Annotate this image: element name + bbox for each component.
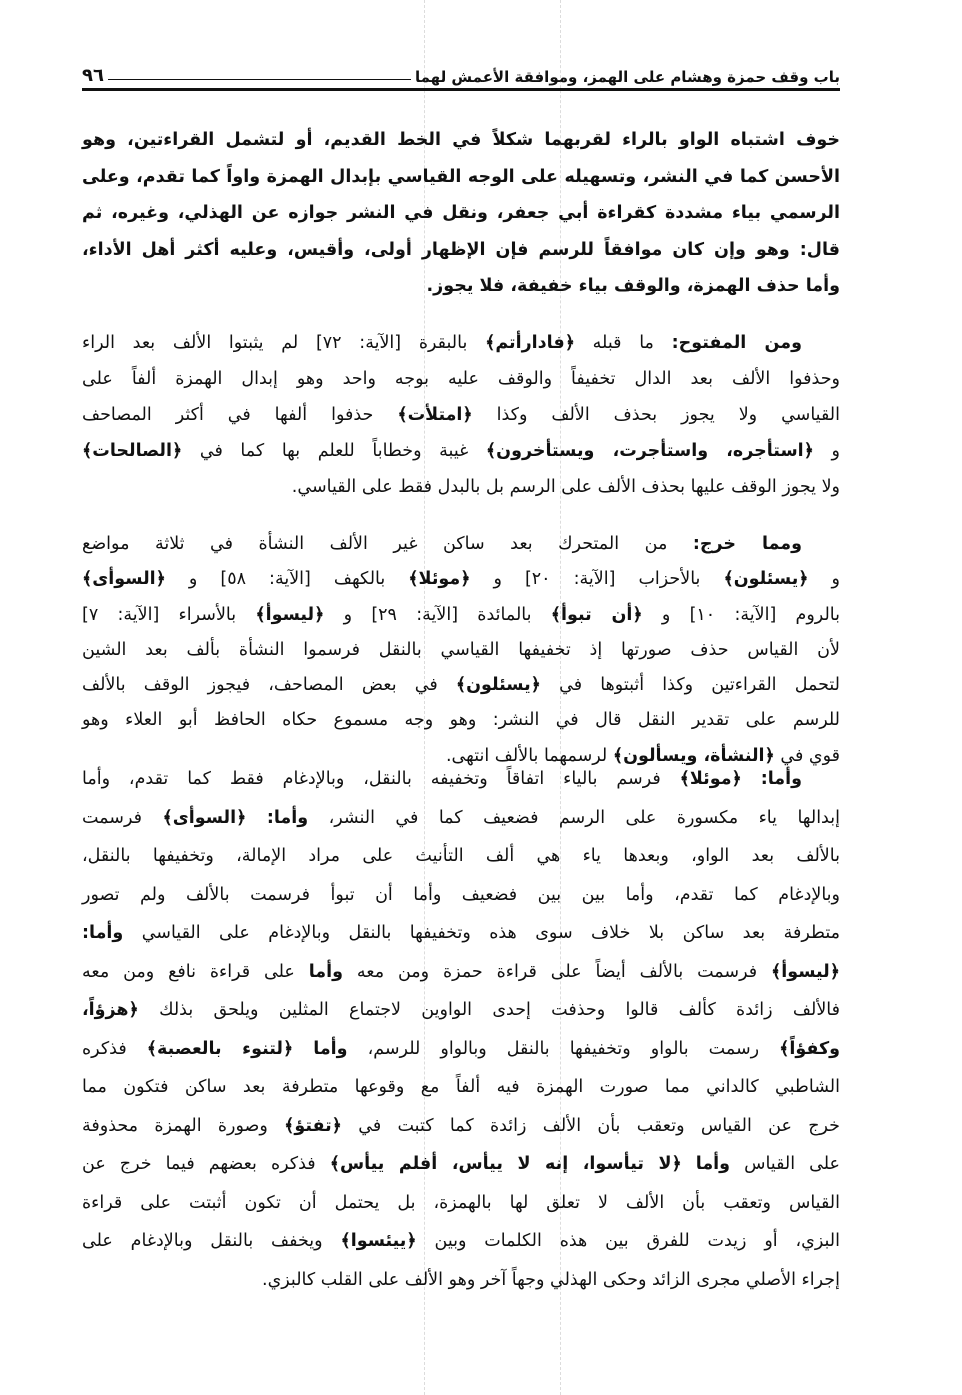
- bold-text-segment: ﴿فادارأتم﴾: [485, 333, 575, 353]
- bold-text-segment: وأما: [308, 961, 344, 982]
- text-segment: في بعض المصاحف، فيجوز الوقف بالألف: [82, 675, 456, 696]
- text-line: [82, 799, 840, 838]
- running-header: [82, 58, 840, 86]
- text-segment: رسمت بالواو وتخفيفها بالنقل وبالواو للرسم،: [347, 1038, 780, 1059]
- text-line: [82, 1107, 840, 1146]
- text-segment: فالألف زائدة كألف قالوا وحذفت إحدى الواوين لاجتماع المثلين ويلحق بذلك: [138, 1000, 840, 1020]
- text-segment: غيبة وخطاباً للعلم بها كما في: [182, 441, 486, 461]
- text-segment: بالأسراء [الآية: ٧]: [82, 604, 256, 625]
- paragraph: [82, 527, 840, 774]
- bold-text-segment: ﴿لتنوء بالعصبة﴾: [146, 1038, 294, 1059]
- bold-text-segment: ﴿تفتؤ﴾: [284, 1115, 342, 1136]
- bold-text-segment: وأما:: [82, 923, 124, 943]
- bold-text-segment: وأما:: [266, 807, 309, 828]
- text-line: [82, 1184, 840, 1223]
- bold-text-segment: قال: وهو وإن كان موافقاً للرسم فإن الإظهار أولى، وأقيس، وعليه أكثر أهل الأداء،: [82, 239, 840, 260]
- running-title: باب وقف حمزة وهشام على الهمز، وموافقة الأعمش لهما: [414, 68, 840, 86]
- bold-text-segment: خوف اشتباه الواو بالراء لقربهما شكلاً في الخط القديم، أو لتشمل القراءتين، وهو: [82, 130, 840, 150]
- paragraph: [82, 325, 840, 505]
- bold-text-segment: وكفؤاً﴾: [779, 1038, 840, 1059]
- text-line: [82, 469, 840, 505]
- text-segment: خرج عن القياس وتعقب بأن الألف زائدة كما كتبت في: [341, 1115, 840, 1136]
- text-segment: إبدالها ياء مكسورة على الرسم فضعيف كما في النشر،: [308, 807, 840, 828]
- text-line: [82, 397, 840, 433]
- bold-text-segment: ﴿ليسوأ﴾: [255, 604, 325, 625]
- text-segment: قوي في: [774, 745, 840, 766]
- bold-text-segment: ﴿هزؤاً،: [82, 1000, 139, 1020]
- text-segment: وبالإدغام كما تقدم، وأما بين بين فضعيف وأما أن تبوأ فرسمت بالألف ولم تصور: [82, 884, 840, 905]
- bold-text-segment: ﴿يسئلون﴾: [455, 675, 541, 696]
- text-segment: على قراءة نافع ومن معه: [82, 961, 309, 982]
- bold-text-segment: ﴿استأجره، واستأجرت، ويستأخرون﴾: [485, 441, 814, 461]
- text-line: [82, 268, 840, 305]
- bold-text-segment: ﴿ليسوأ﴾: [770, 961, 840, 982]
- text-segment: البزي، أو زيدت للفرق بين هذه الكلمات وبين: [416, 1231, 840, 1251]
- text-segment: متطرفة بعد ساكن بلا خلاف سوى هذه وتخفيفها بالنقل وبالإدغام على القياسي: [123, 923, 840, 943]
- bold-text-segment: ﴿السوأى﴾: [162, 807, 247, 828]
- bold-text-segment: ﴿السوأى﴾: [82, 569, 166, 590]
- text-segment: فرسمت: [82, 807, 163, 828]
- text-segment: فذكره بعضهم فيما خرج عن: [82, 1154, 330, 1174]
- text-segment: ولا يجوز الوقف عليها بحذف الألف على الرسم بل بالبدل فقط على القياسي.: [291, 477, 840, 497]
- text-segment: حذفوا ألفها في أكثر المصاحف: [82, 405, 398, 425]
- text-segment: فذكره: [82, 1038, 147, 1059]
- text-segment: و: [813, 441, 840, 461]
- bold-text-segment: الرسمي بياء مشددة كقراءة أبي جعفر، ونقل في النشر جوازه عن الهذلي، وغيره، ثم: [82, 203, 840, 223]
- text-segment: بالأحزاب [الآية: ٢٠] و: [470, 569, 724, 590]
- text-line: [82, 760, 840, 799]
- text-line: [82, 1068, 840, 1107]
- text-line: [82, 562, 840, 597]
- text-line: [82, 633, 840, 668]
- text-line: [82, 837, 840, 876]
- text-line: [82, 598, 840, 633]
- bold-text-segment: ﴿النشأة، ويسألون﴾: [612, 745, 775, 766]
- bold-text-segment: ﴿ييئسوا﴾: [340, 1231, 417, 1251]
- text-line: [82, 1222, 840, 1261]
- text-segment: [682, 1154, 696, 1174]
- text-segment: ما قبله: [574, 333, 672, 353]
- bold-text-segment: ﴿أن تبوأ﴾: [550, 604, 643, 625]
- text-segment: [742, 769, 761, 789]
- text-line: [82, 1261, 840, 1300]
- text-segment: بالكهف [الآية: ٥٨] و: [165, 569, 409, 590]
- paragraph: [82, 760, 840, 1299]
- bold-text-segment: الأحسن كما في النشر، وتسهيله على الوجه القياسي بإبدال الهمزة واواً كما تقدم، وعلى: [82, 166, 840, 187]
- text-segment: ويخفف بالنقل وبالإدغام على: [82, 1231, 341, 1251]
- page-number: ٩٦: [82, 65, 104, 86]
- text-line: [82, 703, 840, 738]
- bold-text-segment: ومن المفتوح:: [671, 333, 802, 353]
- text-line: [82, 325, 840, 361]
- text-line: [82, 1030, 840, 1069]
- text-line: [82, 195, 840, 232]
- text-line: [82, 668, 840, 703]
- text-segment: لتحمل القراءتين وكذا أثبتوها في: [540, 675, 840, 696]
- text-line: [82, 433, 840, 469]
- bold-text-segment: ﴿موئلا﴾: [408, 569, 471, 590]
- text-segment: فرسمت بالألف أيضاً على قراءة حمزة ومن معه: [343, 961, 771, 982]
- text-segment: وصورة الهمزة محذوفة: [82, 1115, 285, 1136]
- text-line: [82, 953, 840, 992]
- bold-text-segment: وأما حذف الهمزة، والوقف بياء خفيفة، فلا يجوز.: [426, 276, 840, 296]
- bold-text-segment: وأما: [695, 1154, 731, 1174]
- bold-text-segment: ومما خرج:: [692, 534, 803, 554]
- text-line: [82, 122, 840, 159]
- text-segment: من المتحرك بعد ساكن غير الألف النشأة في ثلاثة مواضع: [82, 534, 693, 554]
- text-line: [82, 1145, 840, 1184]
- text-segment: القياس وتعقب بأن الألف لا تعلق لها بالهمزة، بل يحتمل أن تكون أثبتت على قراءة: [82, 1192, 840, 1213]
- bold-text-segment: وأما: [313, 1038, 348, 1059]
- bold-text-segment: ﴿موئلا﴾: [679, 769, 742, 789]
- text-segment: على القياس: [730, 1154, 840, 1174]
- text-line: [82, 232, 840, 269]
- bold-text-segment: ﴿امتلأت﴾: [397, 405, 473, 425]
- text-segment: للرسم على تقدير النقل قال في النشر: وهو وجه مسموع حكاه الحافظ أبو العلاء وهو: [82, 710, 840, 731]
- bold-text-segment: ﴿الصالحات﴾: [82, 441, 183, 461]
- text-segment: لأن القياس حذف صورتها إذ تخفيفها القياسي بالنقل فرسموا النشأة بألف بعد الشين: [82, 639, 840, 660]
- text-segment: الشاطبي كالداني مما صورت الهمزة فيه ألفاً مع وقوعها متطرفة بعد ساكن فتكون مما: [82, 1077, 840, 1097]
- text-line: [82, 991, 840, 1030]
- bold-text-segment: ﴿يسئلون﴾: [723, 569, 809, 590]
- text-segment: بالروم [الآية: ١٠] و: [642, 604, 840, 625]
- text-segment: بالمائدة [الآية: ٢٩] و: [324, 604, 551, 625]
- bold-text-segment: ﴿لا تيأسوا، إنه لا ييأس، أفلم ييأس﴾: [329, 1154, 682, 1174]
- text-segment: إجراء الأصلي مجرى الزائد وحكى الهذلي وجهاً آخر وهو الألف على القلب كالبزي.: [262, 1269, 840, 1290]
- text-line: [82, 159, 840, 196]
- text-line: [82, 876, 840, 915]
- bold-text-segment: وأما:: [760, 769, 802, 789]
- text-line: [82, 914, 840, 953]
- text-segment: القياسي ولا يجوز بحذف الألف وكذا: [472, 405, 840, 425]
- text-segment: [293, 1039, 313, 1059]
- text-line: [82, 527, 840, 562]
- header-rule: [82, 88, 840, 91]
- text-segment: فرسم بالياء اتفاقاً وتخفيفه بالنقل، وبالإدغام فقط كما تقدم، وأما: [82, 769, 680, 789]
- paragraph: [82, 122, 840, 305]
- text-segment: لرسمهما بالألف انتهى.: [445, 745, 613, 766]
- header-leader-line: [108, 79, 411, 80]
- text-segment: وحذفوا الألف بعد الدال تخفيفاً والوقف عليه بوجه واحد وهو إبدال الهمزة ألفاً على: [82, 369, 840, 389]
- text-segment: بالألف بعد الواو، وبعدها ياء هي ألف التأنيث على مراد الإمالة، وتخفيفها بالنقل،: [82, 846, 840, 866]
- text-segment: بالبقرة [الآية: ٧٢] لم يثبتوا الألف بعد الراء: [82, 333, 486, 353]
- text-segment: و: [808, 569, 841, 590]
- text-segment: [246, 808, 266, 828]
- text-line: [82, 361, 840, 397]
